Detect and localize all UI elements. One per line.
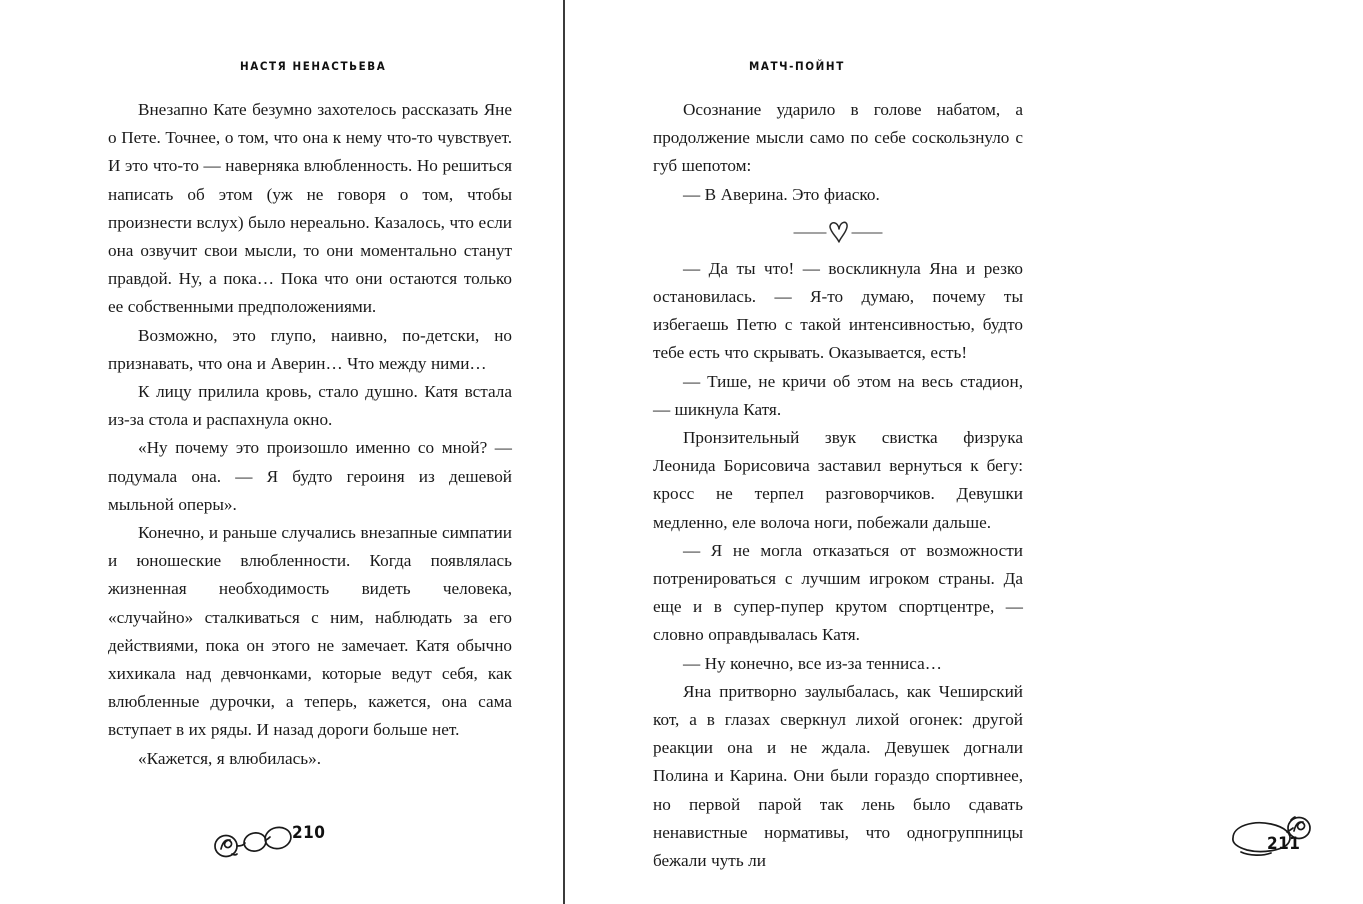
paragraph: «Ну почему это произошло именно со мной? — подумала она. — Я будто героиня из дешевой мыльной оперы». [108,438,512,514]
left-page [0,0,563,904]
heart-divider-icon [653,211,1023,251]
paragraph: — Тише, не кричи об этом на весь стадион, — шикнула Катя. [653,371,1023,419]
page-spine-divider [563,0,565,904]
paragraph: Конечно, и раньше случались внезапные симпатии и юношеские влюбленности. Когда появлялась жизненная необходимость видеть человека, «случайно» сталкиваться с ним, наблюдать за его действиями, пока он этого не замечает. Катя обычно хихикала над девчонками, которые ведут себя, как влюбленные дурочки, а теперь, кажется, она сама вступает в их ряды. И назад дороги больше нет. [108,523,512,740]
swirl-loops-left-icon [212,816,298,867]
right-page [563,0,1301,904]
left-page-text-column [108,96,512,773]
running-head-author: НАСТЯ НЕНАСТЬЕВА [240,59,387,73]
paragraph: — Ну конечно, все из-за тенниса… [683,653,942,673]
right-page-folio [1223,814,1363,868]
page-number: 210 [292,822,326,843]
paragraph: «Кажется, я влюбилась». [138,748,322,768]
right-page-text-column [653,96,1023,875]
paragraph: К лицу прилила кровь, стало душно. Катя встала из-за стола и распахнула окно. [108,382,512,430]
paragraph: Осознание ударило в голове набатом, а продолжение мысли само по себе соскользнуло с губ шепотом: [653,100,1023,176]
paragraph: — Я не могла отказаться от возможности потренироваться с лучшим игроком страны. Да еще и в супер-пупер крутом спортцентре, — словно оправдывалась Катя. [653,540,1023,645]
left-page-folio [212,814,325,868]
paragraph: — В Аверина. Это фиаско. [683,184,880,204]
paragraph: Яна притворно заулыбалась, как Чеширский кот, а в глазах сверкнул лихой огонек: другой реакции она и не ждала. Девушек догнали Полина и Карина. Они были гораздо спортивнее, но первой парой так лень было сдавать ненавистные нормативы, что одногруппницы бежали чуть ли [653,681,1023,871]
running-head-title: МАТЧ-ПОЙНТ [749,59,845,73]
paragraph: Возможно, это глупо, наивно, по-детски, но признавать, что она и Аверин… Что между ними… [108,325,512,373]
paragraph: — Да ты что! — воскликнула Яна и резко остановилась. — Я-то думаю, почему ты избегаешь Петю с такой интенсивностью, будто тебе есть что скрывать. Оказывается, есть! [653,258,1023,363]
paragraph: Пронзительный звук свистка физрука Леонида Борисовича заставил вернуться к бегу: кросс не терпел разговорчиков. Девушки медленно, еле волоча ноги, побежали дальше. [653,428,1023,532]
page-number: 211 [1267,834,1301,854]
paragraph: Внезапно Кате безумно захотелось рассказать Яне о Пете. Точнее, о том, что она к нему что-то чувствует. И это что-то — наверняка влюбленность. Но решиться написать об этом (уж не говоря о том, чтобы произнести вслух) было нереально. Казалось, что если она озвучит свои мысли, то они моментально станут правдой. Ну, а пока… Пока что они остаются только ее собственными предположениями. [108,100,512,317]
